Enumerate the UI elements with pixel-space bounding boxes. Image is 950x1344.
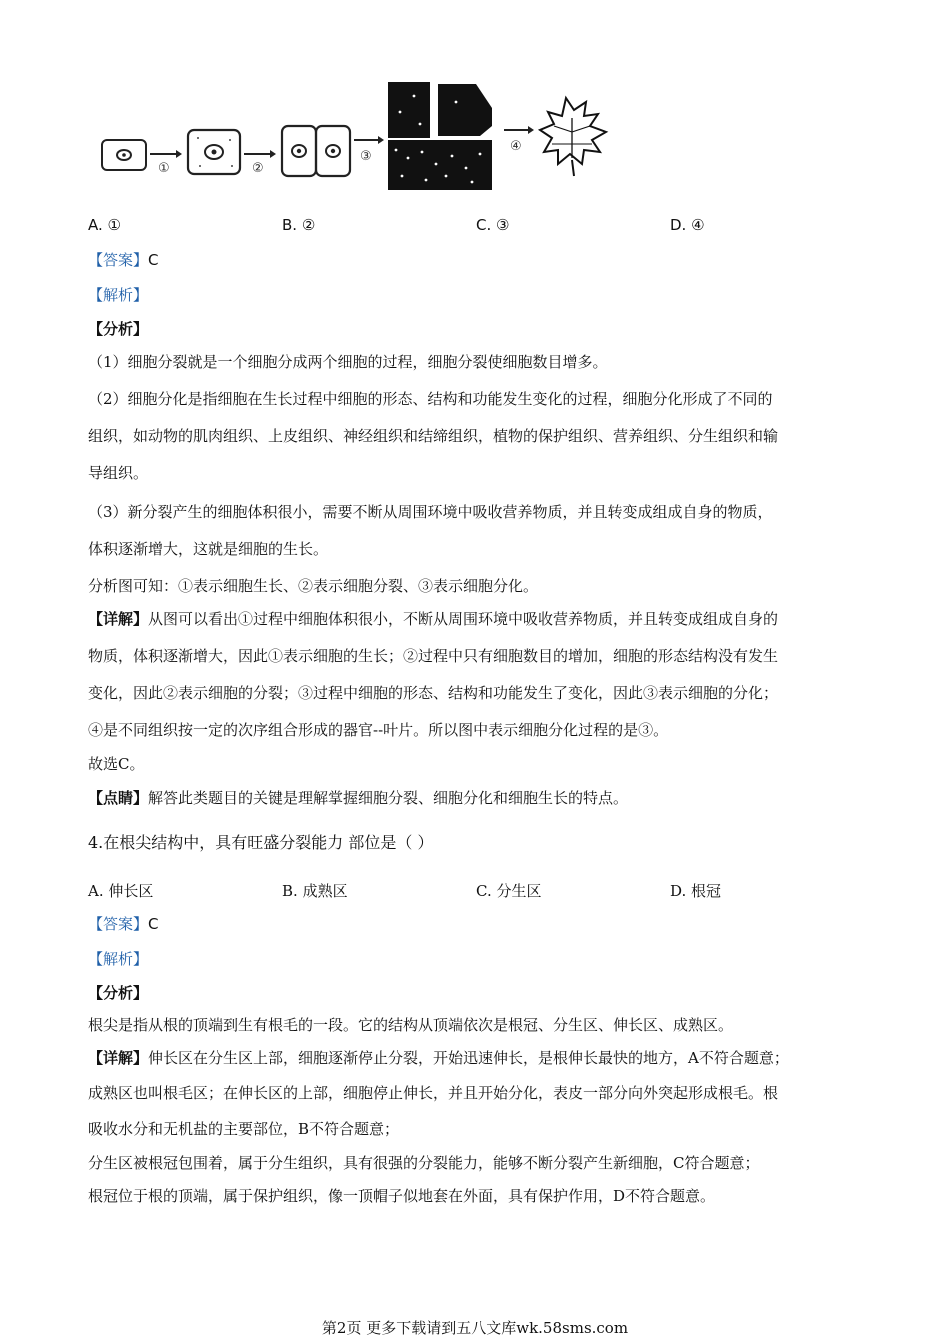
comment-text: 解答此类题目的关键是理解掌握细胞分裂、细胞分化和细胞生长的特点。 [148, 789, 629, 807]
arrow-1 [150, 150, 182, 176]
option-letter: C. [476, 882, 497, 900]
q3-point-2-line-1: （2）细胞分化是指细胞在生长过程中细胞的形态、结构和功能发生变化的过程，细胞分化形成了不同的 [88, 390, 773, 408]
q3-comment [88, 787, 628, 809]
detail-text: 伸长区在分生区上部，细胞逐渐停止分裂，开始迅速伸长，是根伸长最快的地方，A不符合题意； [148, 1049, 789, 1067]
q3-point-3-line-2: 体积逐渐增大，这就是细胞的生长。 [88, 540, 329, 558]
q4-detail-line-4: 分生区被根冠包围着，属于分生组织，具有很强的分裂能力，能够不断分裂产生新细胞，C符合题意； [88, 1154, 760, 1172]
option-letter: C. [476, 216, 497, 234]
page-footer: 第2页 更多下载请到五八文库wk.58sms.com [321, 1319, 629, 1337]
detail-text: 从图可以看出①过程中细胞体积很小，不断从周围环境中吸收营养物质，并且转变成组成自身的 [148, 610, 779, 628]
option-letter: D. [670, 216, 692, 234]
q4-option-b [282, 880, 348, 902]
q3-figure-analysis: 分析图可知：①表示细胞生长、②表示细胞分裂、③表示细胞分化。 [88, 577, 539, 595]
q3-fenxi-tag: 【分析】 [88, 320, 149, 338]
analysis-tag: 【解析】 [88, 950, 149, 968]
comment-tag: 【点睛】 [88, 789, 149, 807]
arrow-2-label: ② [252, 161, 264, 176]
q4-title: 4.在根尖结构中，具有旺盛分裂能力 部位是（ ） [88, 833, 434, 852]
option-text: 分生区 [496, 882, 542, 900]
q4-detail-line-3: 吸收水分和无机盐的主要部位，B不符合题意； [88, 1120, 400, 1138]
option-letter: B. [282, 216, 302, 234]
q3-detail-line-3: 变化，因此②表示细胞的分裂；③过程中细胞的形态、结构和功能发生了变化，因此③表示细胞的分化； [88, 684, 779, 702]
q3-option-d [670, 214, 705, 236]
small-cell [102, 140, 146, 170]
q4-detail-line-1 [88, 1047, 789, 1069]
q3-detail-line-2: 物质，体积逐渐增大，因此①表示细胞的生长；②过程中只有细胞数目的增加，细胞的形态结构没有发生 [88, 647, 779, 665]
q3-point-2-line-2: 组织，如动物的肌肉组织、上皮组织、神经组织和结缔组织，植物的保护组织、营养组织、分生组织和输 [88, 427, 779, 445]
arrow-2 [244, 150, 276, 176]
analysis-tag: 【解析】 [88, 286, 149, 304]
option-text: 伸长区 [108, 882, 154, 900]
option-text: ④ [691, 216, 705, 234]
q3-option-a [88, 214, 121, 236]
option-text: ③ [496, 216, 510, 234]
answer-tag: 【答案】 [88, 915, 149, 933]
option-text: 根冠 [691, 882, 722, 900]
q4-fenxi-tag: 【分析】 [88, 984, 149, 1002]
q3-point-3-line-1: （3）新分裂产生的细胞体积很小，需要不断从周围环境中吸收营养物质，并且转变成组成自身的物质， [88, 503, 773, 521]
q4-analysis-text: 根尖是指从根的顶端到生有根毛的一段。它的结构从顶端依次是根冠、分生区、伸长区、成熟区。 [88, 1016, 734, 1034]
arrow-4 [504, 126, 534, 154]
q3-answer [88, 249, 159, 271]
option-text: ① [107, 216, 121, 234]
arrow-3-label: ③ [360, 149, 372, 164]
q4-option-a [88, 880, 153, 902]
grown-cell [188, 130, 240, 174]
q3-choose: 故选C。 [88, 755, 145, 773]
q3-point-2-line-3: 导组织。 [88, 464, 149, 482]
q4-option-c [476, 880, 542, 902]
q3-analysis-tag [88, 284, 148, 306]
tissue-blocks [388, 82, 492, 190]
q3-option-c [476, 214, 509, 236]
q3-detail-line-4: ④是不同组织按一定的次序组合形成的器官--叶片。所以图中表示细胞分化过程的是③。 [88, 721, 669, 739]
leaf-icon [540, 98, 606, 176]
q3-detail-line-1 [88, 608, 778, 630]
answer-value: C [148, 251, 159, 269]
q3-point-1: （1）细胞分裂就是一个细胞分成两个细胞的过程，细胞分裂使细胞数目增多。 [88, 353, 608, 371]
option-letter: D. [670, 882, 692, 900]
divided-cells [282, 126, 350, 176]
arrow-4-label: ④ [510, 139, 522, 154]
option-text: 成熟区 [302, 882, 348, 900]
answer-tag: 【答案】 [88, 251, 149, 269]
arrow-1-label: ① [158, 161, 170, 176]
cell-process-diagram [96, 72, 626, 194]
detail-tag: 【详解】 [88, 610, 149, 628]
arrow-3 [354, 136, 384, 164]
option-letter: A. [88, 882, 109, 900]
option-text: ② [301, 216, 316, 234]
q4-detail-line-2: 成熟区也叫根毛区；在伸长区的上部，细胞停止伸长，并且开始分化，表皮一部分向外突起形成根毛。根 [88, 1084, 779, 1102]
q4-option-d [670, 880, 721, 902]
option-letter: B. [282, 882, 303, 900]
detail-tag: 【详解】 [88, 1049, 149, 1067]
option-letter: A. [88, 216, 108, 234]
q4-answer [88, 913, 159, 935]
q3-option-b [282, 214, 315, 236]
q4-analysis-tag [88, 948, 148, 970]
answer-value: C [148, 915, 159, 933]
q4-detail-line-5: 根冠位于根的顶端，属于保护组织，像一顶帽子似地套在外面，具有保护作用，D不符合题意。 [88, 1187, 716, 1205]
